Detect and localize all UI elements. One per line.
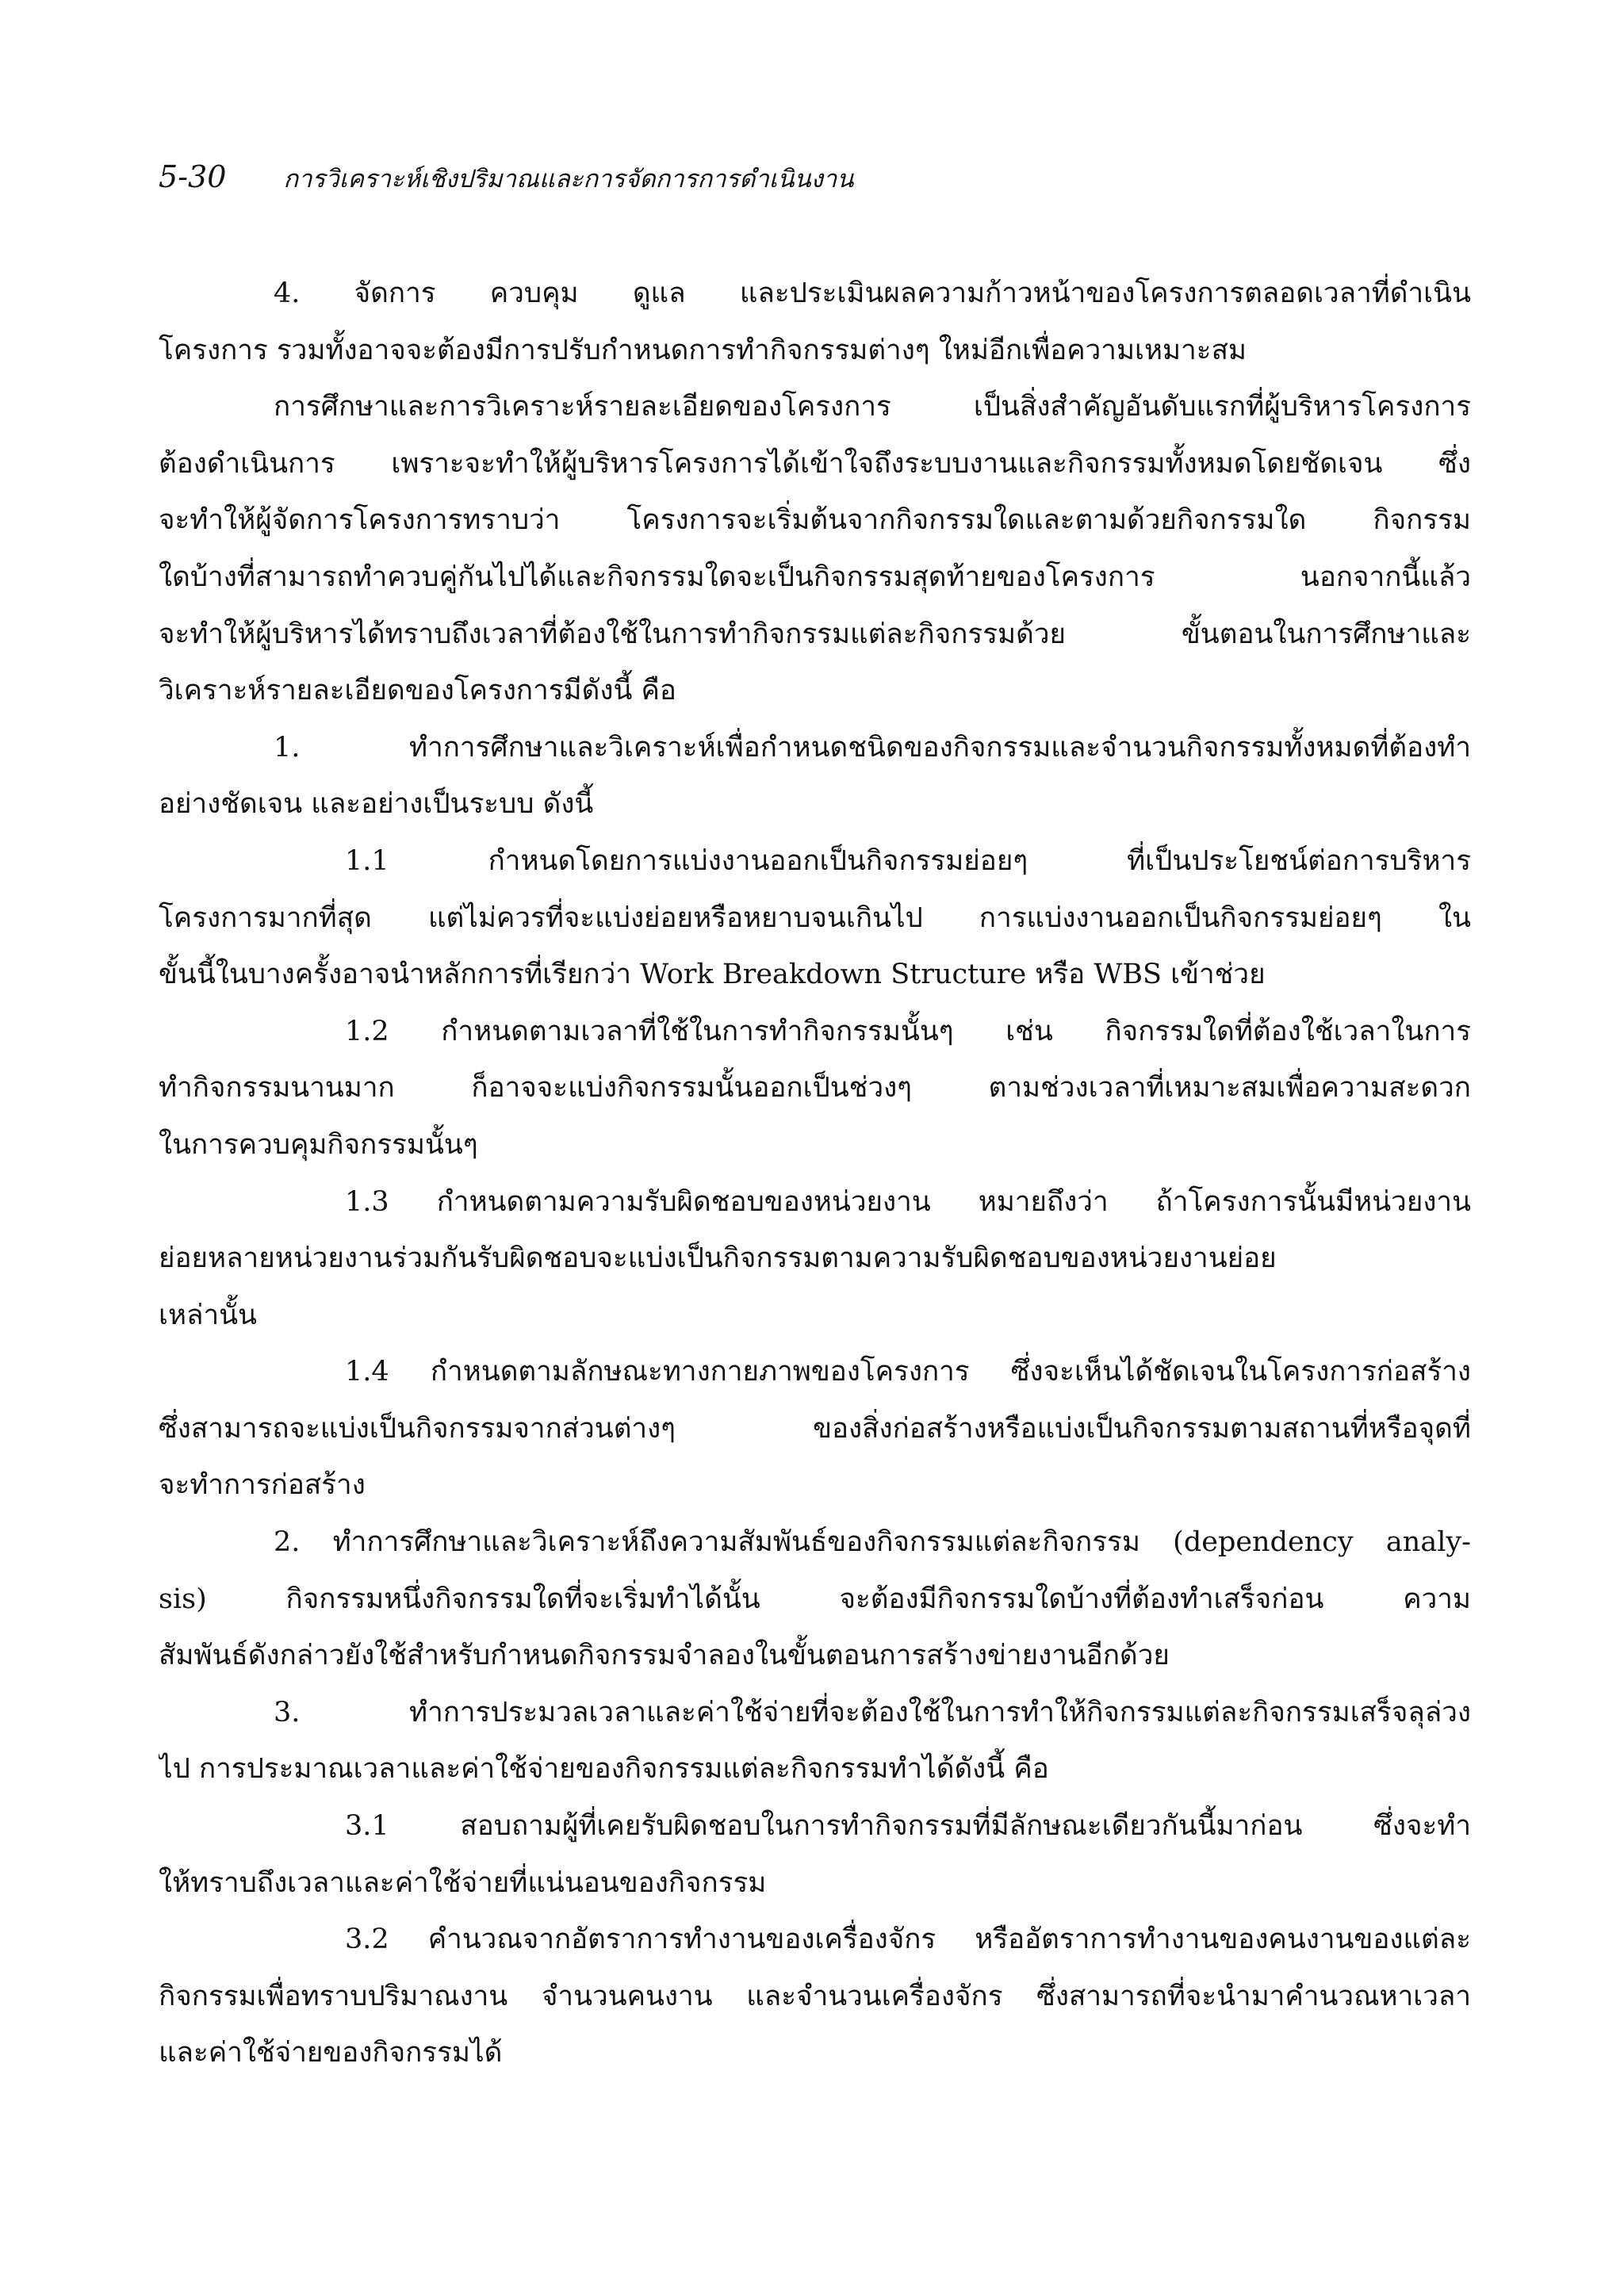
text-line: อย่างชัดเจน และอย่างเป็นระบบ ดังนี้ <box>159 788 594 821</box>
text-line: 3.1 สอบถามผู้ที่เคยรับผิดชอบในการทำกิจกรรมที่มีลักษณะเดียวกันนี้มาก่อน ซึ่งจะทำ <box>345 1810 1471 1843</box>
text-line: กิจกรรมเพื่อทราบปริมาณงาน จำนวนคนงาน และจำนวนเครื่องจักร ซึ่งสามารถที่จะนำมาคำนวณหาเวลา <box>159 1980 1471 2012</box>
body-text <box>159 266 1471 2082</box>
text-line: จะทำการก่อสร้าง <box>159 1469 366 1502</box>
text-line: 1.1 กำหนดโดยการแบ่งงานออกเป็นกิจกรรมย่อยๆ ที่เป็นประโยชน์ต่อการบริหาร <box>345 844 1471 877</box>
text-line: ขั้นนี้ในบางครั้งอาจนำหลักการที่เรียกว่า Work Breakdown Structure หรือ WBS เข้าช่วย <box>159 959 1266 991</box>
text-line: จะทำให้ผู้บริหารได้ทราบถึงเวลาที่ต้องใช้ในการทำกิจกรรมแต่ละกิจกรรมด้วย ขั้นตอนในการศึกษาและ <box>159 618 1471 650</box>
text-line: สัมพันธ์ดังกล่าวยังใช้สำหรับกำหนดกิจกรรมจำลองในขั้นตอนการสร้างข่ายงานอีกด้วย <box>159 1640 1170 1672</box>
text-line: 2. ทำการศึกษาและวิเคราะห์ถึงความสัมพันธ์ของกิจกรรมแต่ละกิจกรรม (dependency analy- <box>274 1526 1471 1559</box>
text-line: ใดบ้างที่สามารถทำควบคู่กันไปได้และกิจกรรมใดจะเป็นกิจกรรมสุดท้ายของโครงการ นอกจากนี้แล้ว <box>159 561 1471 593</box>
text-line: ไป การประมาณเวลาและค่าใช้จ่ายของกิจกรรมแต่ละกิจกรรมทำได้ดังนี้ คือ <box>159 1753 1049 1786</box>
text-line: ในการควบคุมกิจกรรมนั้นๆ <box>159 1128 478 1161</box>
text-line: 3.2 คำนวณจากอัตราการทำงานของเครื่องจักร หรืออัตราการทำงานของคนงานของแต่ละ <box>345 1924 1471 1956</box>
text-line: โครงการ รวมทั้งอาจจะต้องมีการปรับกำหนดการทำกิจกรรมต่างๆ ใหม่อีกเพื่อความเหมาะสม <box>159 334 1247 366</box>
text-line: ซึ่งสามารถจะแบ่งเป็นกิจกรรมจากส่วนต่างๆ ของสิ่งก่อสร้างหรือแบ่งเป็นกิจกรรมตามสถานที่หรือจุดที่ <box>159 1412 1471 1445</box>
text-line: ต้องดำเนินการ เพราะจะทำให้ผู้บริหารโครงการได้เข้าใจถึงระบบงานและกิจกรรมทั้งหมดโดยชัดเจน ซึ่ง <box>159 447 1471 480</box>
text-line: ย่อยหลายหน่วยงานร่วมกันรับผิดชอบจะแบ่งเป็นกิจกรรมตามความรับผิดชอบของหน่วยงานย่อย <box>159 1242 1277 1275</box>
text-line: และค่าใช้จ่ายของกิจกรรมได้ <box>159 2037 503 2069</box>
text-line: จะทำให้ผู้จัดการโครงการทราบว่า โครงการจะเริ่มต้นจากกิจกรรมใดและตามด้วยกิจกรรมใด กิจกรรม <box>159 504 1471 537</box>
text-line: 1.4 กำหนดตามลักษณะทางกายภาพของโครงการ ซึ่งจะเห็นได้ชัดเจนในโครงการก่อสร้าง <box>345 1356 1471 1388</box>
page-number: 5-30 <box>159 159 227 194</box>
text-line: sis) กิจกรรมหนึ่งกิจกรรมใดที่จะเริ่มทำได้นั้น จะต้องมีกิจกรรมใดบ้างที่ต้องทำเสร็จก่อน ความ <box>159 1583 1471 1615</box>
text-line: 3. ทำการประมวลเวลาและค่าใช้จ่ายที่จะต้องใช้ในการทำให้กิจกรรมแต่ละกิจกรรมเสร็จลุล่วง <box>274 1696 1471 1728</box>
text-line: ทำกิจกรรมนานมาก ก็อาจจะแบ่งกิจกรรมนั้นออกเป็นช่วงๆ ตามช่วงเวลาที่เหมาะสมเพื่อความสะดวก <box>159 1072 1471 1104</box>
text-line: 1.2 กำหนดตามเวลาที่ใช้ในการทำกิจกรรมนั้นๆ เช่น กิจกรรมใดที่ต้องใช้เวลาในการ <box>345 1015 1471 1047</box>
text-line: การศึกษาและการวิเคราะห์รายละเอียดของโครงการ เป็นสิ่งสำคัญอันดับแรกที่ผู้บริหารโครงการ <box>274 391 1471 423</box>
text-line: 4. จัดการ ควบคุม ดูแล และประเมินผลความก้าวหน้าของโครงการตลอดเวลาที่ดำเนิน <box>274 278 1471 309</box>
text-line: วิเคราะห์รายละเอียดของโครงการมีดังนี้ คือ <box>159 675 676 707</box>
running-title: การวิเคราะห์เชิงปริมาณและการจัดการการดำเนินงาน <box>283 165 854 193</box>
page-header <box>159 159 853 206</box>
text-line: โครงการมากที่สุด แต่ไม่ควรที่จะแบ่งย่อยหรือหยาบจนเกินไป การแบ่งงานออกเป็นกิจกรรมย่อยๆ ใน <box>159 902 1471 934</box>
text-line: 1.3 กำหนดตามความรับผิดชอบของหน่วยงาน หมายถึงว่า ถ้าโครงการนั้นมีหน่วยงาน <box>345 1185 1471 1218</box>
text-line: 1. ทำการศึกษาและวิเคราะห์เพื่อกำหนดชนิดของกิจกรรมและจำนวนกิจกรรมทั้งหมดที่ต้องทำ <box>274 731 1471 764</box>
text-line: ให้ทราบถึงเวลาและค่าใช้จ่ายที่แน่นอนของกิจกรรม <box>159 1866 767 1899</box>
text-line: เหล่านั้น <box>159 1299 257 1331</box>
